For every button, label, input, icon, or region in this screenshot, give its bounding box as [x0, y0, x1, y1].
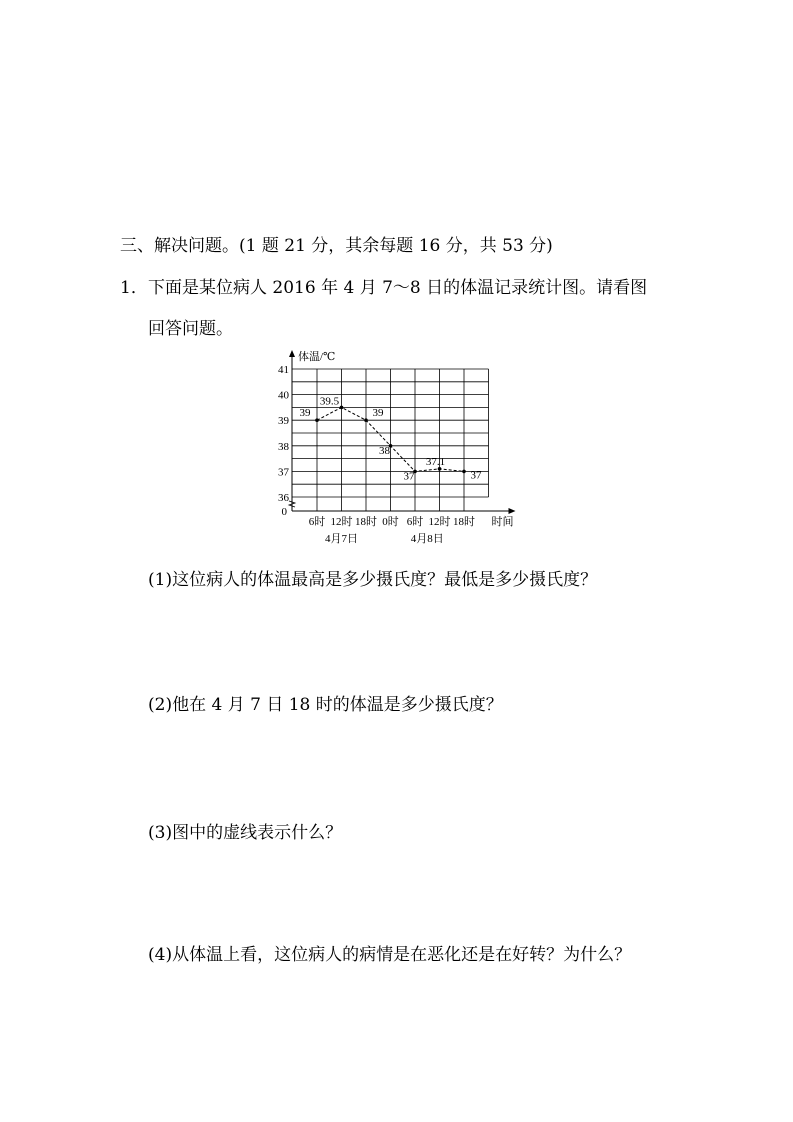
- y-tick-label: 38: [278, 440, 289, 453]
- sub-question-3: (3)图中的虚线表示什么？: [148, 823, 343, 843]
- sub-question-4: (4)从体温上看，这位病人的病情是在恶化还是在好转？为什么？: [148, 945, 632, 965]
- data-point: [315, 418, 319, 422]
- x-axis-label: 时间: [491, 516, 514, 528]
- y-tick-label: 37: [278, 466, 289, 479]
- question-number: 1．: [120, 278, 148, 298]
- question-1-line-2: 回答问题。: [148, 319, 233, 339]
- sub-question-2: (2)他在 4 月 7 日 18 时的体温是多少摄氏度？: [148, 695, 503, 715]
- data-point: [364, 418, 368, 422]
- y-tick-label: 36: [278, 492, 289, 504]
- chart-grid: [292, 369, 489, 511]
- x-tick-label: 18时: [355, 516, 377, 528]
- sub-question-1: (1)这位病人的体温最高是多少摄氏度？最低是多少摄氏度？: [148, 570, 598, 590]
- y-origin-label: 0: [281, 506, 287, 518]
- question-1-line-1: [120, 273, 647, 298]
- data-label: 39: [372, 407, 384, 420]
- y-axis-arrow: [289, 350, 295, 357]
- data-label: 37: [403, 470, 415, 483]
- date-group-label: 4月7日: [325, 533, 358, 545]
- x-tick-label: 0时: [382, 516, 399, 528]
- data-label: 37.1: [425, 455, 446, 468]
- x-tick-label: 6时: [406, 516, 424, 528]
- chart-axes: [289, 350, 516, 514]
- y-tick-label: 39: [278, 415, 289, 428]
- question-text: 下面是某位病人 2016 年 4 月 7～8 日的体温记录统计图。请看图: [148, 278, 648, 298]
- date-group-label: 4月8日: [410, 533, 444, 545]
- section-title: 三、解决问题。(1 题 21 分，其余每题 16 分，共 53 分): [120, 236, 553, 256]
- y-tick-label: 40: [278, 389, 289, 402]
- data-point: [462, 470, 466, 474]
- temperature-line-chart: [270, 345, 530, 550]
- data-label: 39.5: [319, 395, 340, 408]
- y-axis-label: 体温/℃: [298, 351, 336, 363]
- chart-labels: [278, 349, 514, 545]
- data-label: 39: [299, 407, 311, 420]
- x-tick-label: 18时: [453, 516, 475, 528]
- data-point: [340, 406, 344, 410]
- data-label: 38: [379, 444, 390, 457]
- x-axis-arrow: [509, 508, 516, 514]
- x-tick-label: 12时: [330, 516, 353, 528]
- x-tick-label: 6时: [308, 516, 326, 528]
- x-tick-label: 12时: [428, 516, 451, 528]
- data-label: 37: [470, 469, 482, 482]
- y-tick-label: 41: [278, 364, 289, 376]
- axis-break-mark: [289, 501, 295, 507]
